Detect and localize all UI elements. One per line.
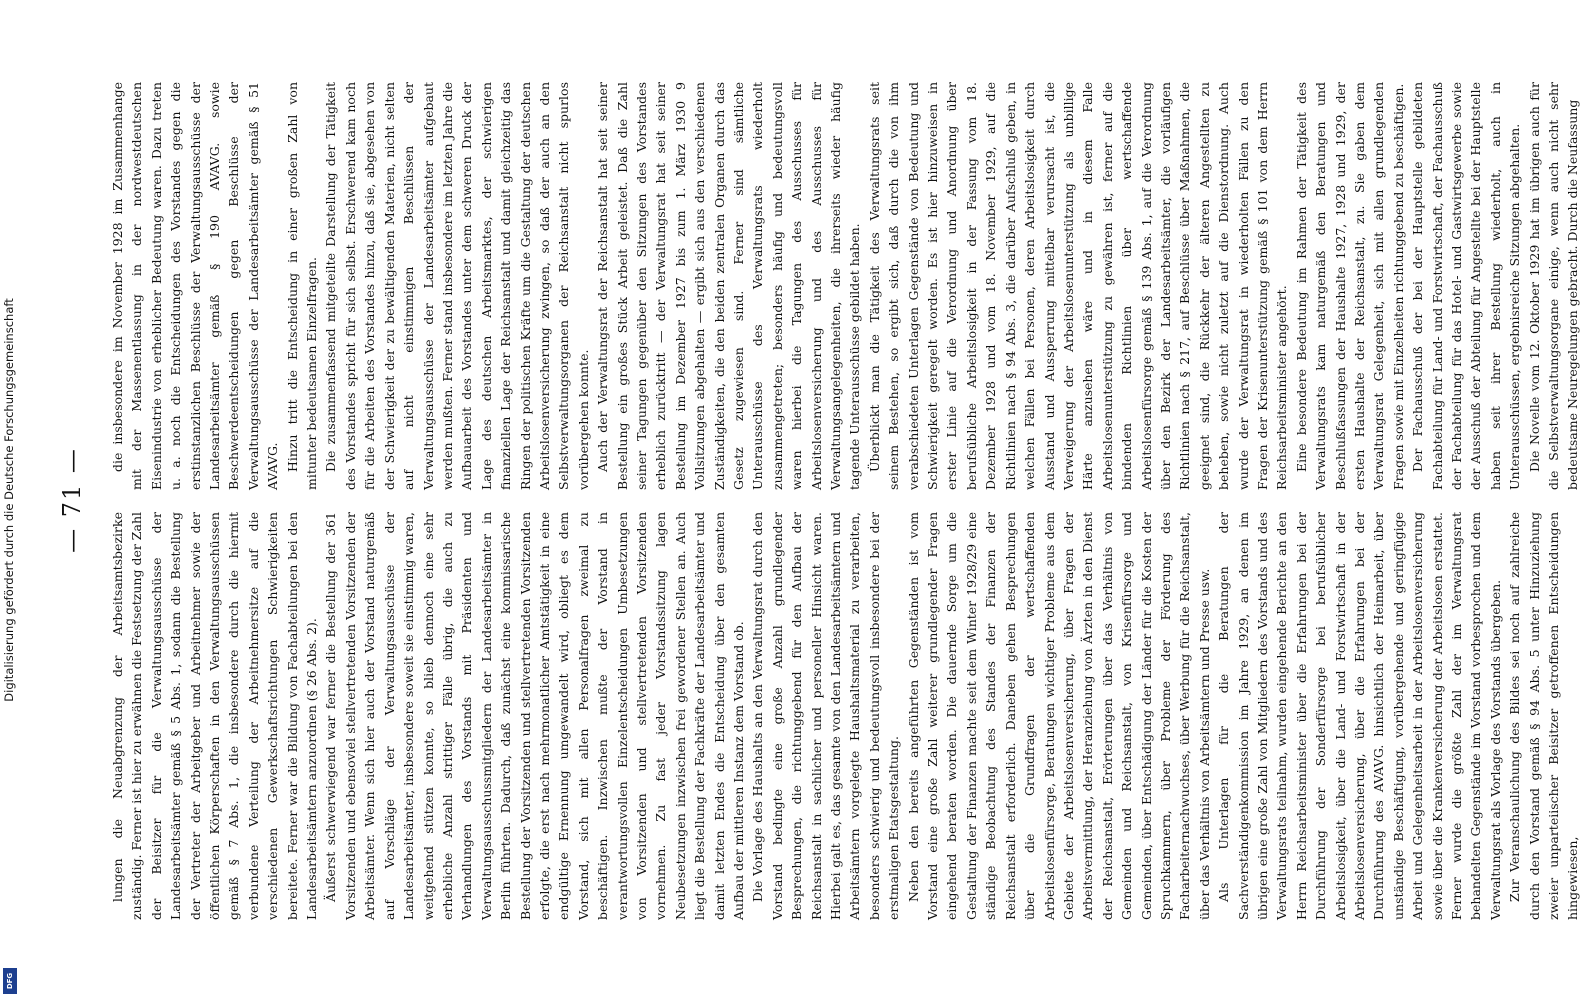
paragraph: Äußerst schwerwiegend war ferner die Bestellung der 361 Vorsitzenden und ebensoviel stellvertretenden Vorsitzenden der Arbeitsämter. Wenn sich hier auch der Vorstand naturgemäß auf Vorschläge der Verwaltungsausschüsse der Landesarbeitsämter, insbesondere soweit sie einstimmig waren, weitgehend stützen konnte, so blieb dennoch eine sehr erhebliche Anzahl strittiger Fälle übrig, die auch zu Verhandlungen des Vorstands mit Präsidenten und Verwaltungsausschussmitgliedern der Landesarbeitsämter in Berlin führten. Dadurch, daß zunächst eine kommissarische Bestellung der Vorsitzenden und stellvertretenden Vorsitzenden erfolgte, die erst nach mehrmonatlicher Amtstätigkeit in eine endgültige Ernennung umgewandelt wird, obliegt es dem Vorstand, sich mit allen Personalfragen zweimal zu beschäftigen. Inzwischen mußte der Vorstand in verantwortungsvollen Einzelentscheidungen Umbesetzungen von Vorsitzenden und stellvertretenden Vorsitzenden vornehmen. Zu fast jeder Vorstandssitzung lagen Neubesetzungen inzwischen frei gewordener Stellen an. Auch liegt die Bestellung der Fachkräfte der Landesarbeitsämter und damit letzten Endes die Entscheidung über den gesamten Aufbau der mittleren Instanz dem Vorstand ob. xyxy=(323,512,746,920)
paragraph: Die zusammenfassend mitgeteilte Darstellung der Tätigkeit des Vorstandes spricht für sich selbst. Erschwerend kam noch für die Arbeiten des Vorstandes hinzu, daß sie, abgesehen von der Schwierigkeit der zu bewältigenden Materien, nicht selten auf nicht einstimmigen Beschlüssen der Verwaltungsausschüsse der Landesarbeitsämter aufgebaut werden mußten. Ferner stand insbesondere im letzten Jahre die Aufbauarbeit des Vorstandes unter dem schweren Druck der Lage des deutschen Arbeitsmarktes, der schwierigen finanziellen Lage der Reichsanstalt und damit gleichzeitig das Ringen der politischen Kräfte um die Gestaltung der deutschen Arbeitslosenversicherung zwingen, so daß der auch an den Selbstverwaltungsorganen der Reichsanstalt nicht spurlos vorübergehen konnte. xyxy=(323,82,591,490)
digitization-credit-strip xyxy=(0,0,20,1000)
paragraph: Zur Veranschaulichung des Bildes sei noch auf zahlreiche durch den Vorstand gemäß § 94 Abs. 5 unter Hinzuziehung zweier unparteiischer Beisitzer getroffenen Entscheidungen hingewiesen, xyxy=(1507,512,1581,920)
dfg-logo-icon xyxy=(3,968,17,994)
paragraph: Der Fachausschuß der bei der Hauptstelle gebildeten Fachabteilung für Land- und Forstwirtschaft, der Fachausschuß der Fachabteilung für das Hotel- und Gastwirtsgewerbe sowie der Ausschuß der Abteilung für Angestellte bei der Hauptstelle haben seit ihrer Bestellung wiederholt, auch in Unterausschüssen, ergebnisreiche Sitzungen abgehalten. xyxy=(1410,82,1523,490)
paragraph: die insbesondere im November 1928 im Zusammenhange mit der Massenentlassung in der nordwestdeutschen Eisenindustrie von erheblicher Bedeutung waren. Dazu treten u. a. noch die Entscheidungen des Vorstandes gegen die erstinstanzlichen Beschlüsse der Verwaltungsausschüsse der Landesarbeitsämter gemäß § 190 AVAVG. sowie Beschwerdeentscheidungen gegen Beschlüsse der Verwaltungsausschüsse der Landesarbeitsämter gemäß § 51 AVAVG. xyxy=(110,82,281,490)
text-column-right xyxy=(108,82,1581,490)
paragraph: Die Novelle vom 12. Oktober 1929 hat im übrigen auch für die Selbstverwaltungsorgane einige, wenn auch nicht sehr bedeutsame Neuregelungen gebracht. Durch die Neufassung xyxy=(1526,82,1581,490)
text-column-left xyxy=(108,512,1581,920)
paragraph: Hinzu tritt die Entscheidung in einer großen Zahl von mitunter bedeutsamen Einzelfragen. xyxy=(284,82,320,490)
paragraph: Neben den bereits angeführten Gegenständen ist vom Vorstand eine große Zahl weiterer grundlegender Fragen eingehend beraten worden. Die dauernde Sorge um die Gestaltung der Finanzen machte seit dem Winter 1928/29 eine ständige Beobachtung des Standes der Finanzen der Reichsanstalt erforderlich. Daneben gehen Besprechungen über die Grundfragen der wertschaffenden Arbeitslosenfürsorge, Beratungen wichtiger Probleme aus dem Gebiete der Arbeitslosenversicherung, über Fragen der Arbeitsvermittlung, der Heranziehung von Ärzten in den Dienst der Reichsanstalt, Erörterungen über das Verhältnis von Gemeinden und Reichsanstalt, von Krisenfürsorge und Gemeinden, über Entschädigung der Länder für die Kosten der Spruchkammern, über Probleme der Förderung des Facharbeiternachwuchses, über Werbung für die Reichsanstalt, über das Verhältnis von Arbeitsämtern und Presse usw. xyxy=(905,512,1212,920)
paragraph: Überblickt man die Tätigkeit des Verwaltungsrats seit seinem Bestehen, so ergibt sich, daß durch die von ihm verabschiedeten Unterlagen Gegenstände von Bedeutung und Schwierigkeit geregelt worden. Es ist hier hinzuweisen in erster Linie auf die Verordnung und Anordnung über berufsübliche Arbeitslosigkeit in der Fassung vom 18. Dezember 1928 und vom 18. November 1929, auf die Richtlinien nach § 94 Abs. 3, die darüber Aufschluß geben, in welchen Fällen bei Personen, deren Arbeitslosigkeit durch Ausstand und Aussperrung mittelbar verursacht ist, die Verweigerung der Arbeitslosenunterstützung als unbillige Härte anzusehen wäre und in diesem Falle Arbeitslosenunterstützung zu gewähren ist, ferner auf die bindenden Richtlinien über wertschaffende Arbeitslosenfürsorge gemäß § 139 Abs. 1, auf die Verordnung über den Bezirk der Landesarbeitsämter, die vorläufigen Richtlinien nach § 217, auf Beschlüsse über Maßnahmen, die geeignet sind, die Rückkehr der älteren Angestellten zu beheben, sowie nicht zuletzt auf die Dienstordnung. Auch wurde der Verwaltungsrat in wiederholten Fällen zu den Fragen der Krisenunterstützung gemäß § 101 von dem Herrn Reichsarbeitsminister angehört. xyxy=(866,82,1290,490)
paragraph: Als Unterlagen für die Beratungen der Sachverständigenkommission im Jahre 1929, an denen im übrigen eine große Zahl von Mitgliedern des Vorstands und des Verwaltungsrats teilnahm, wurden eingehende Berichte an den Herrn Reichsarbeitsminister über die Erfahrungen bei der Durchführung der Sonderfürsorge bei berufsüblicher Arbeitslosigkeit, über die Land- und Forstwirtschaft in der Arbeitslosenversicherung, über die Erfahrungen bei der Durchführung des AVAVG. hinsichtlich der Heimarbeit, über unständige Beschäftigung, vorübergehende und geringfügige Arbeit und Gelegenheitsarbeit in der Arbeitslosenversicherung sowie über die Krankenversicherung der Arbeitslosen erstattet. Ferner wurde die größte Zahl der im Verwaltungsrat behandelten Gegenstände im Vorstand vorbesprochen und dem Verwaltungsrat als Vorlage des Vorstands übergeben. xyxy=(1216,512,1503,920)
paragraph: Auch der Verwaltungsrat der Reichsanstalt hat seit seiner Bestellung ein großes Stück Arbeit geleistet. Daß die Zahl seiner Tagungen gegenüber den Sitzungen des Vorstandes erheblich zurücktritt — der Verwaltungsrat hat seit seiner Bestellung im Dezember 1927 bis zum 1. März 1930 9 Vollsitzungen abgehalten — ergibt sich aus den verschiedenen Zuständigkeiten, die den beiden zentralen Organen durch das Gesetz zugewiesen sind. Ferner sind sämtliche Unterausschüsse des Verwaltungsrats wiederholt zusammengetreten; besonders häufig und bedeutungsvoll waren hierbei die Tagungen des Ausschusses für Arbeitslosenversicherung und des Ausschusses für Verwaltungsangelegenheiten, die ihrerseits wieder häufig tagende Unterausschüsse gebildet haben. xyxy=(595,82,863,490)
page-number: — 71 — xyxy=(58,447,86,553)
digitization-credit: Digitalisierung gefördert durch die Deutsche Forschungsgemeinschaft xyxy=(2,298,16,702)
paragraph: lungen die Neuabgrenzung der Arbeitsamtsbezirke zuständig. Ferner ist hier zu erwähnen die Festsetzung der Zahl der Beisitzer für die Verwaltungsausschüsse der Landesarbeitsämter gemäß § 5 Abs. 1, sodann die Bestellung der Vertreter der Arbeitgeber und Arbeitnehmer sowie der öffentlichen Körperschaften in den Verwaltungsausschüssen gemäß § 7 Abs. 1, die insbesondere durch die hiermit verbundene Verteilung der Arbeitnehmersitze auf die verschiedenen Gewerkschaftsrichtungen Schwierigkeiten bereitete. Ferner war die Bildung von Fachabteilungen bei den Landesarbeitsämtern anzuordnen (§ 26 Abs. 2). xyxy=(110,512,320,920)
dfg-logo-text: DFG xyxy=(6,972,14,990)
paragraph: Die Vorlage des Haushalts an den Verwaltungsrat durch den Vorstand bedingte eine große Anzahl grundlegender Besprechungen, die richtunggebend für den Aufbau der Reichsanstalt in sachlicher und personeller Hinsicht waren. Hierbei galt es, das gesamte von den Landesarbeitsämtern und Arbeitsämtern vorgelegte Haushaltsmaterial zu verarbeiten, besonders schwierig und bedeutungsvoll insbesondere bei der erstmaligen Etatsgestaltung. xyxy=(750,512,902,920)
paragraph: Eine besondere Bedeutung im Rahmen der Tätigkeit des Verwaltungsrats kam naturgemäß den Beratungen und Beschlußfassungen der Haushalte 1927, 1928 und 1929, der ersten Haushalte der Reichsanstalt, zu. Sie gaben dem Verwaltungsrat Gelegenheit, sich mit allen grundlegenden Fragen sowie mit Einzelheiten richtunggebend zu beschäftigen. xyxy=(1293,82,1406,490)
